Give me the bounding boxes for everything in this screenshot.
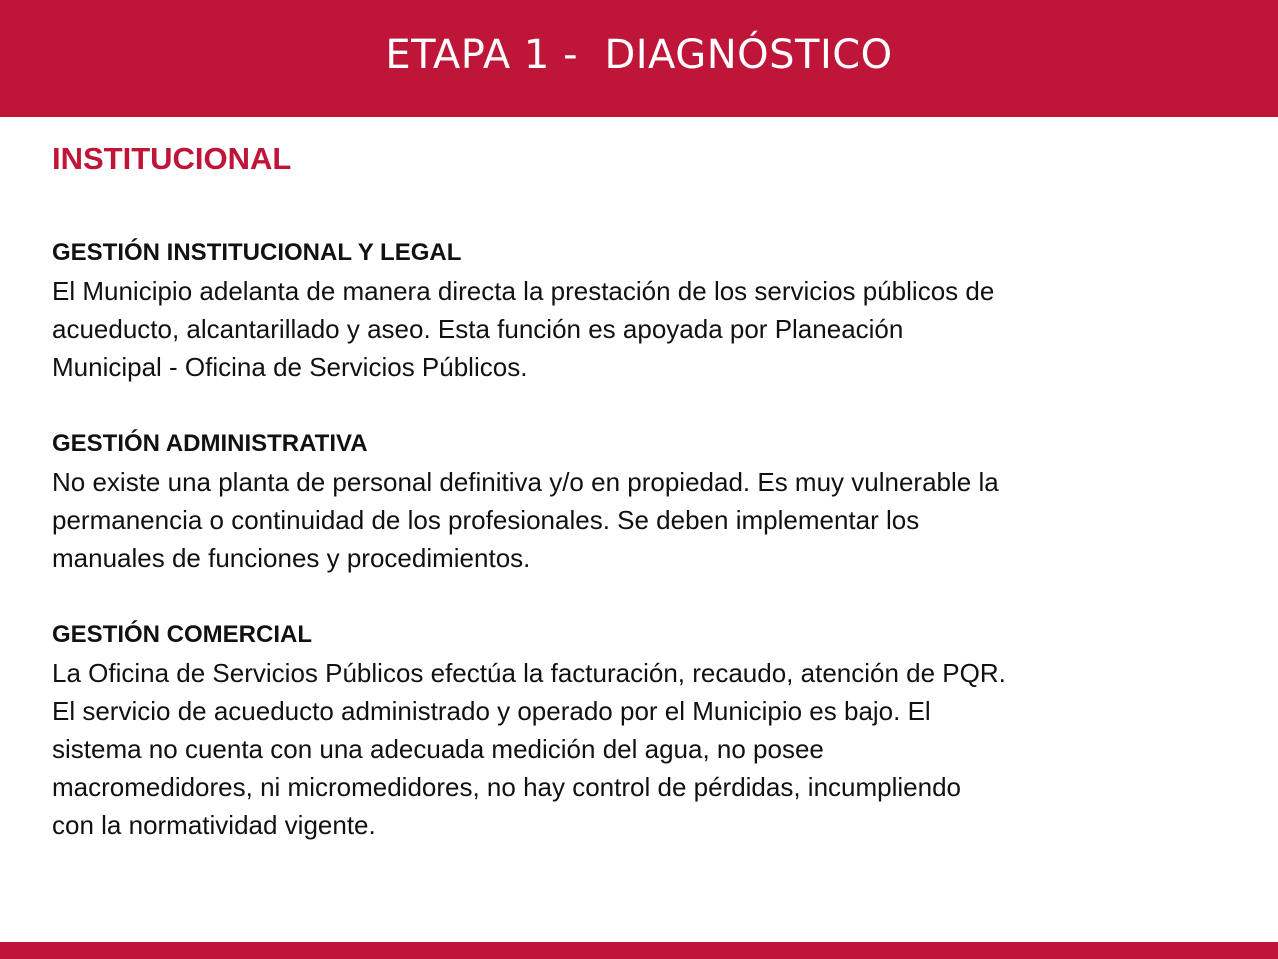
section-administrative xyxy=(52,425,1242,577)
section-body: La Oficina de Servicios Públicos efectúa la facturación, recaudo, atención de PQR. El servicio de acueducto administrado y operado por el Municipio es bajo. El sistema no cuenta con una adecuada medición del agua, no posee macromedidores, ni micromedidores, no hay control de pérdidas, incumpliendo con la normatividad vigente. xyxy=(52,658,1006,840)
header-bar xyxy=(0,0,1278,117)
section-main-heading: INSTITUCIONAL xyxy=(52,141,292,176)
slide-content xyxy=(52,138,1242,883)
footer-bar xyxy=(0,942,1278,959)
slide-title: ETAPA 1 - DIAGNÓSTICO xyxy=(385,31,893,78)
section-heading: GESTIÓN INSTITUCIONAL Y LEGAL xyxy=(52,239,462,266)
section-institutional-legal xyxy=(52,234,1242,386)
section-commercial xyxy=(52,616,1242,844)
section-heading: GESTIÓN ADMINISTRATIVA xyxy=(52,430,368,457)
section-body: No existe una planta de personal definitiva y/o en propiedad. Es muy vulnerable la permanencia o continuidad de los profesionales. Se deben implementar los manuales de funciones y procedimientos. xyxy=(52,467,999,573)
section-heading: GESTIÓN COMERCIAL xyxy=(52,621,313,648)
section-body: El Municipio adelanta de manera directa la prestación de los servicios públicos de acueducto, alcantarillado y aseo. Esta función es apoyada por Planeación Municipal - Oficina de Servicios Públicos. xyxy=(52,276,995,382)
